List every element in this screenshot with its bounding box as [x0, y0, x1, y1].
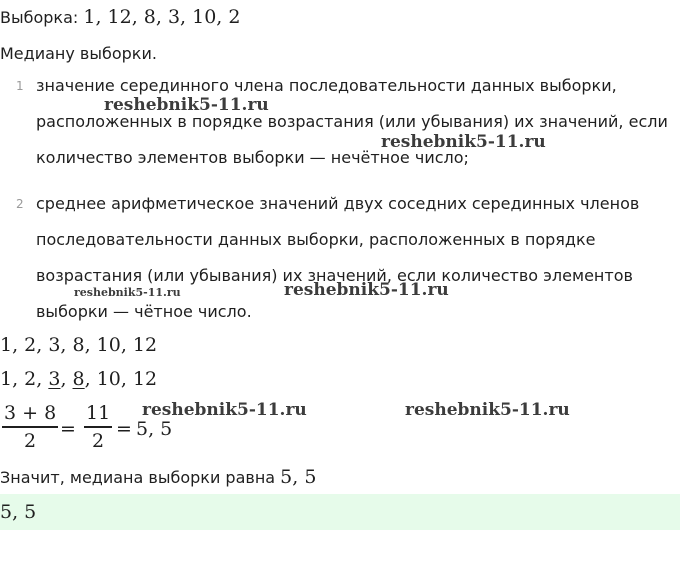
sample-label: Выборка:: [0, 8, 79, 27]
item-line: возрастания (или убывания) их значений, если количество элементов: [36, 266, 633, 285]
fraction-denominator: 2: [24, 429, 37, 452]
sequence-separator: ,: [60, 368, 73, 390]
sequence-part: 1, 2,: [0, 368, 49, 390]
sequence-part: , 10, 12: [84, 368, 158, 390]
item-line: расположенных в порядке возрастания (или убывания) их значений, если: [36, 112, 668, 131]
task-title: Медиану выборки.: [0, 44, 157, 63]
watermark: reshebnik5-11.ru: [74, 286, 181, 299]
sorted-sequence: 1, 2, 3, 8, 10, 12: [0, 334, 158, 356]
equals-sign: =: [60, 418, 76, 440]
item-line: количество элементов выборки — нечётное число;: [36, 148, 469, 167]
sorted-sequence-marked: [0, 368, 157, 390]
middle-member: 8: [72, 368, 85, 390]
watermark: reshebnik5-11.ru: [284, 280, 449, 300]
answer-box: [0, 494, 680, 530]
fraction-numerator: 11: [86, 402, 111, 424]
fraction-result: [84, 402, 112, 452]
watermark: reshebnik5-11.ru: [142, 400, 307, 420]
fraction-denominator: 2: [92, 429, 105, 452]
item-line: значение серединного члена последовательности данных выборки,: [36, 76, 617, 95]
watermark: reshebnik5-11.ru: [381, 132, 546, 152]
watermark: reshebnik5-11.ru: [104, 95, 269, 115]
equals-sign: =: [116, 418, 132, 440]
fraction-numerator: 3 + 8: [4, 402, 57, 424]
fraction-sum: [2, 402, 58, 452]
conclusion-text: Значит, медиана выборки равна: [0, 468, 276, 487]
item-line: выборки — чётное число.: [36, 302, 252, 321]
item-number: 2: [16, 197, 24, 211]
conclusion: [0, 466, 316, 488]
answer-value: 5, 5: [0, 501, 37, 523]
conclusion-value: 5, 5: [280, 466, 317, 488]
middle-member: 3: [48, 368, 61, 390]
sample-line: [0, 6, 240, 28]
watermark: reshebnik5-11.ru: [405, 400, 570, 420]
item-line: среднее арифметическое значений двух соседних серединных членов: [36, 194, 640, 213]
formula-result: 5, 5: [136, 418, 173, 440]
sample-values: 1, 12, 8, 3, 10, 2: [83, 6, 241, 28]
item-line: последовательности данных выборки, расположенных в порядке: [36, 230, 596, 249]
item-number: 1: [16, 79, 24, 93]
